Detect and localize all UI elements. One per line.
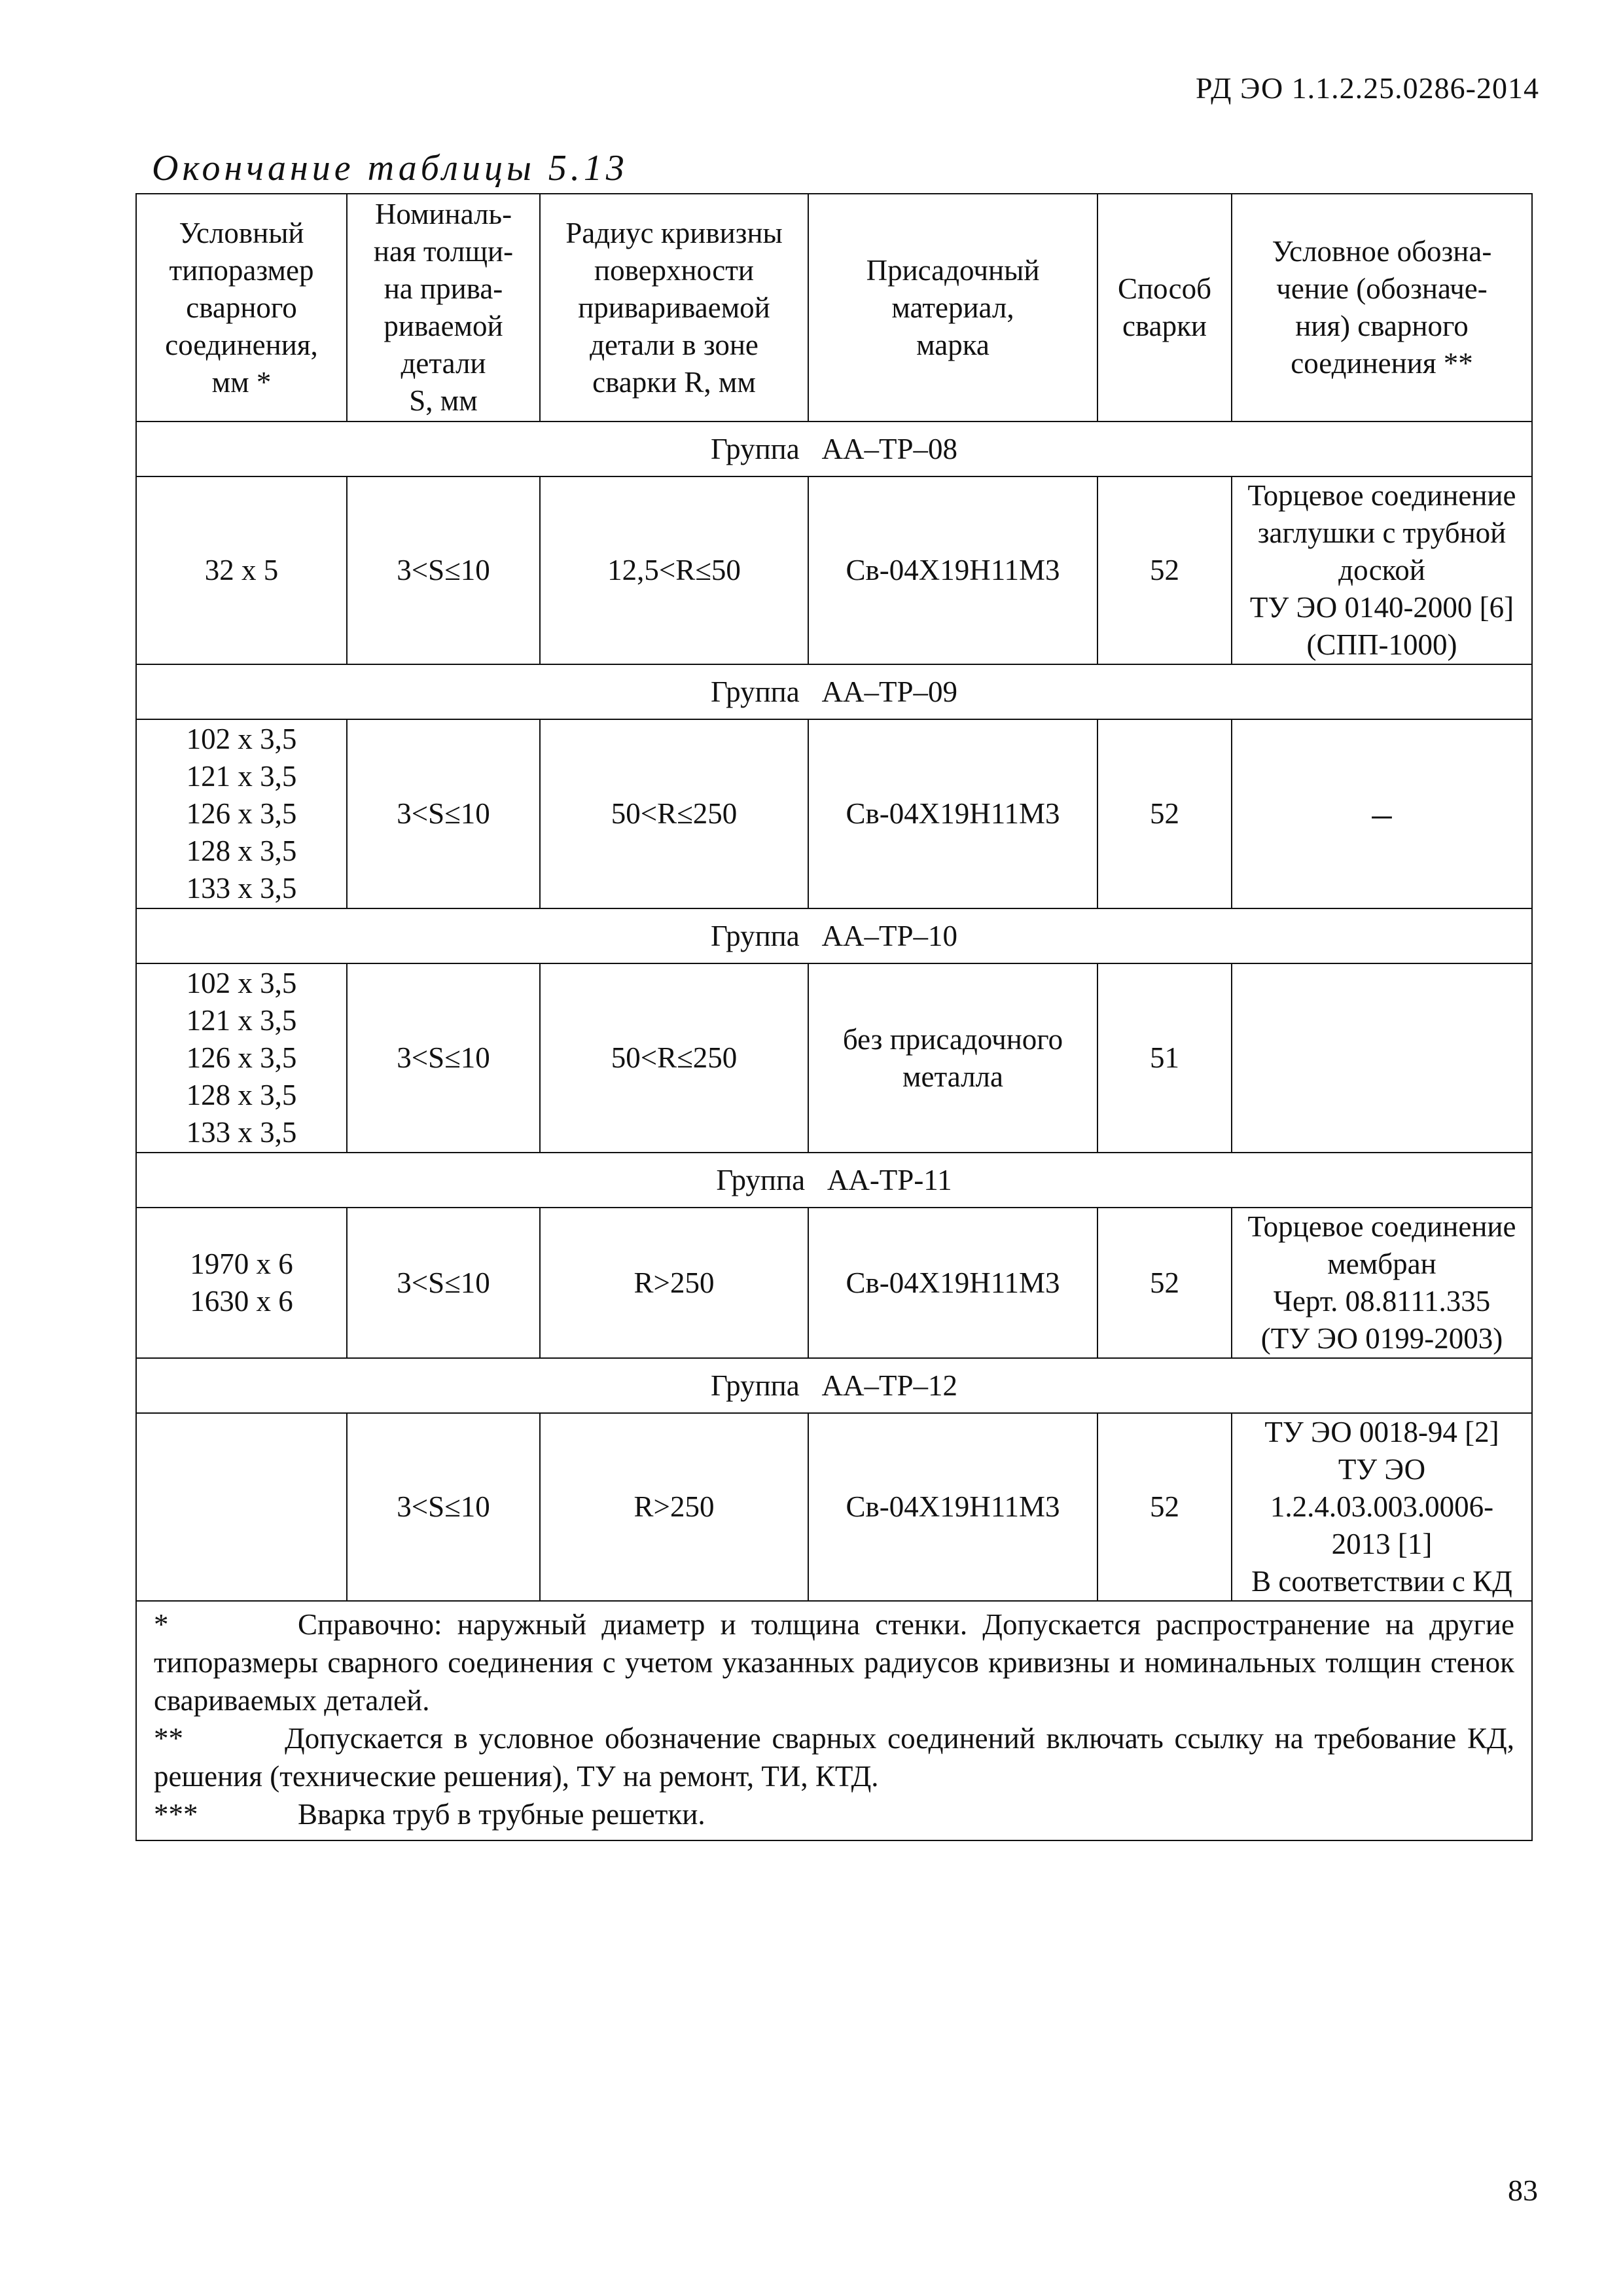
header-line: марка [916,328,990,361]
header-row [136,194,1532,422]
header-line: ная толщи- [373,235,514,268]
size-cell [136,1208,347,1358]
radius-cell: 50<R≤250 [540,719,808,908]
header-line: на прива- [383,272,503,305]
material-line: металла [902,1060,1003,1093]
radius-cell: 12,5<R≤50 [540,476,808,664]
material-line: Св-04Х19Н11М3 [846,554,1060,586]
header-thickness [347,194,540,422]
material-cell [808,476,1097,664]
designation-line: ТУ ЭО [1338,1453,1426,1486]
size-value: 32 х 5 [204,554,279,586]
group-heading-row [136,664,1532,719]
group-title: Группа АА–ТР–12 [136,1358,1532,1413]
header-material [808,194,1097,422]
size-cell [136,963,347,1153]
footnote-text: Вварка труб в трубные решетки. [298,1798,705,1831]
method-cell: 52 [1097,476,1232,664]
header-designation [1232,194,1532,422]
designation-line: ТУ ЭО 0018-94 [2] [1264,1416,1499,1448]
material-cell [808,1413,1097,1601]
method-cell: 52 [1097,1208,1232,1358]
header-method [1097,194,1232,422]
footnote [154,1795,1514,1833]
header-line: риваемой [383,310,503,342]
header-line: Способ [1117,272,1212,305]
header-line: чение (обозначе- [1276,272,1488,305]
designation-line: – [1372,792,1392,835]
designation-line: мембран [1327,1247,1436,1280]
header-line: S, мм [409,384,478,417]
group-title: Группа АА–ТР–08 [136,422,1532,476]
material-cell [808,1208,1097,1358]
material-line: без присадочного [842,1022,1063,1056]
designation-cell [1232,476,1532,664]
document-code: РД ЭО 1.1.2.25.0286-2014 [1196,71,1539,105]
size-cell [136,1413,347,1601]
size-cell [136,719,347,908]
header-line: поверхности [594,253,754,287]
footnote-mark: ** [154,1722,183,1755]
header-line: типоразмер [169,253,314,287]
size-cell [136,476,347,664]
group-title: Группа АА–ТР–10 [136,908,1532,963]
footnote [154,1605,1514,1719]
size-value: 133 х 3,5 [186,872,297,905]
header-line: сварки [1122,310,1207,342]
header-line: материал, [891,291,1014,324]
header-radius [540,194,808,422]
header-line: соединения ** [1291,347,1473,380]
header-line: Условный [179,216,304,249]
designation-line: Торцевое соединение [1247,479,1516,512]
table-caption: Окончание таблицы 5.13 [152,148,628,188]
footnotes [136,1601,1532,1840]
designation-line: 2013 [1] [1331,1528,1433,1560]
footnote-text: Справочно: наружный диаметр и толщина стенки. Допускается распространение на другие типоразмеры сварного соединения с учетом указанных радиусов кривизны и номинальных толщин стенок свариваемых деталей. [154,1608,1514,1717]
table-row [136,476,1532,664]
designation-line: ТУ ЭО 0140-2000 [6] [1249,591,1514,624]
designation-cell [1232,1413,1532,1601]
method-cell: 51 [1097,963,1232,1153]
thickness-cell: 3<S≤10 [347,963,540,1153]
thickness-cell: 3<S≤10 [347,476,540,664]
designation-line: В соответствии с КД [1251,1565,1512,1598]
designation-cell [1232,719,1532,908]
footnote-text: Допускается в условное обозначение сварных соединений включать ссылку на требование КД, решения (технические решения), ТУ на ремонт, ТИ, КТД. [154,1722,1514,1793]
material-line: Св-04Х19Н11М3 [846,1490,1060,1523]
size-value: 1630 х 6 [190,1285,293,1318]
thickness-cell: 3<S≤10 [347,719,540,908]
group-heading-row [136,1153,1532,1208]
designation-line: заглушки с трубной [1257,516,1507,549]
header-line: Радиус кривизны [565,216,783,249]
group-heading-row [136,422,1532,476]
method-cell: 52 [1097,1413,1232,1601]
group-title: Группа АА–ТР–09 [136,664,1532,719]
header-line: Условное обозна- [1272,235,1492,268]
material-line: Св-04Х19Н11М3 [846,1266,1060,1299]
header-size [136,194,347,422]
size-value: 133 х 3,5 [186,1116,297,1149]
header-line: Присадочный [866,253,1040,287]
header-line: детали в зоне [590,328,758,361]
page-number: 83 [1508,2174,1538,2207]
radius-cell: R>250 [540,1413,808,1601]
designation-line: Торцевое соединение [1247,1210,1516,1243]
method-cell: 52 [1097,719,1232,908]
header-line: привариваемой [578,291,770,324]
header-line: сварного [186,291,297,324]
header-line: Номиналь- [374,198,512,230]
group-heading-row [136,1358,1532,1413]
radius-cell: 50<R≤250 [540,963,808,1153]
size-value: 102 х 3,5 [186,967,297,999]
size-value: 126 х 3,5 [186,797,297,830]
material-cell [808,719,1097,908]
table-row [136,719,1532,908]
header-line: мм * [211,365,272,399]
group-heading-row [136,908,1532,963]
size-value: 121 х 3,5 [186,760,297,793]
material-line: Св-04Х19Н11М3 [846,797,1060,830]
designation-line: (ТУ ЭО 0199-2003) [1260,1322,1503,1355]
designation-line: Черт. 08.8111.335 [1273,1285,1491,1318]
table-row [136,1208,1532,1358]
footnote-mark: *** [154,1798,198,1831]
table-row [136,1413,1532,1601]
thickness-cell: 3<S≤10 [347,1413,540,1601]
designation-line: доской [1338,554,1425,586]
footnote-mark: * [154,1608,169,1641]
designation-cell [1232,1208,1532,1358]
designation-line: (СПП-1000) [1306,628,1457,661]
material-cell [808,963,1097,1153]
header-line: детали [401,347,486,380]
designation-line: 1.2.4.03.003.0006- [1270,1490,1494,1523]
size-value: 102 х 3,5 [186,723,297,755]
header-line: сварки R, мм [592,365,756,399]
notes-row [136,1601,1532,1840]
header-line: соединения, [165,328,318,361]
size-value: 128 х 3,5 [186,1079,297,1111]
designation-cell [1232,963,1532,1153]
size-value: 1970 х 6 [190,1247,293,1280]
size-value: 126 х 3,5 [186,1041,297,1074]
radius-cell: R>250 [540,1208,808,1358]
footnote [154,1719,1514,1795]
thickness-cell: 3<S≤10 [347,1208,540,1358]
header-line: ния) сварного [1295,310,1469,342]
table-row [136,963,1532,1153]
size-value: 121 х 3,5 [186,1004,297,1037]
group-title: Группа АА-ТР-11 [136,1153,1532,1208]
size-value: 128 х 3,5 [186,834,297,867]
welding-table [135,193,1533,1841]
